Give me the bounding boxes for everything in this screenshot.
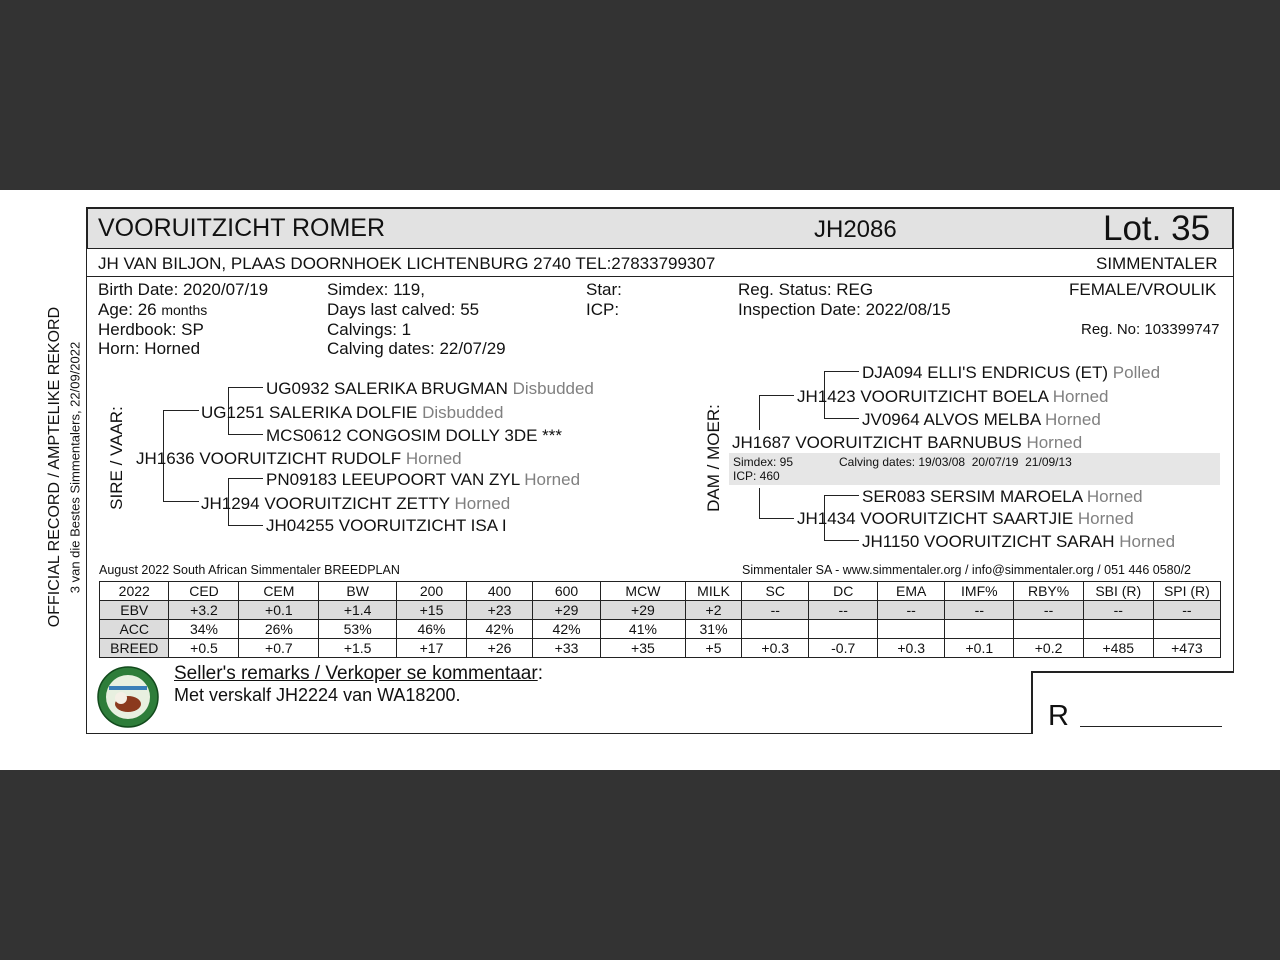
lot-number: Lot. 35 (1103, 209, 1211, 248)
pedigree-ddd (862, 532, 1175, 552)
ebv-cell: -- (878, 601, 945, 620)
breeder-info: JH VAN BILJON, PLAAS DOORNHOEK LICHTENBURG 2740 TEL:27833799307 (98, 254, 716, 273)
ebv-cell: 46% (397, 620, 467, 639)
pedigree-dss-horn: Polled (1112, 363, 1161, 382)
pedigree-dds-horn: Horned (1086, 487, 1143, 506)
pedigree-dam-name: JH1687 VOORUITZICHT BARNUBUS (732, 433, 1022, 452)
breedplan-note: August 2022 South African Simmentaler BREEDPLAN (99, 563, 400, 577)
ebv-table (99, 581, 1221, 658)
pedigree-dss (862, 363, 1160, 383)
official-record-label: OFFICIAL RECORD / AMPTELIKE REKORD (46, 306, 63, 628)
ebv-cell: -- (945, 601, 1014, 620)
dam-calving-dates: Calving dates: 19/03/08 20/07/19 21/09/13 (839, 455, 1072, 469)
ebv-column-header: CEM (239, 582, 319, 601)
reg-status: Reg. Status: REG (738, 280, 874, 299)
ebv-column-header: 2022 (100, 582, 169, 601)
ebv-cell: +17 (397, 639, 467, 658)
ebv-column-header: CED (169, 582, 239, 601)
pedigree-sd-horn: Horned (454, 494, 511, 513)
calving-dates: Calving dates: 22/07/29 (327, 339, 506, 358)
ebv-column-header: SBI (R) (1083, 582, 1153, 601)
ebv-column-header: SPI (R) (1153, 582, 1220, 601)
ebv-cell: 31% (685, 620, 741, 639)
pedigree-sdd (266, 516, 507, 536)
sire-label: SIRE / VAAR: (107, 406, 126, 510)
price-label: R (1048, 700, 1069, 732)
dam-simdex: Simdex: 95 (733, 455, 794, 469)
pedigree-ss-horn: Disbudded (422, 403, 504, 422)
ebv-cell: 42% (533, 620, 601, 639)
ebv-row-header: ACC (100, 620, 169, 639)
pedigree-line (163, 410, 199, 411)
ebv-cell: +0.3 (878, 639, 945, 658)
ebv-row (100, 620, 1221, 639)
pedigree-sss-name: UG0932 SALERIKA BRUGMAN (266, 379, 508, 398)
ebv-column-header: 400 (466, 582, 532, 601)
ebv-cell (1153, 620, 1220, 639)
pedigree-dds (862, 487, 1143, 507)
pedigree-ds (797, 387, 1108, 407)
pedigree-dd (797, 509, 1134, 529)
pedigree-line (824, 418, 859, 419)
pedigree-line (228, 525, 263, 526)
pedigree-sds-horn: Horned (524, 470, 581, 489)
animal-id: JH2086 (814, 216, 897, 243)
pedigree-ss (201, 403, 503, 423)
pedigree-line (228, 478, 263, 479)
pedigree-sd (201, 494, 510, 514)
ebv-cell: +33 (533, 639, 601, 658)
ebv-cell (1083, 620, 1153, 639)
pedigree-ds-name: JH1423 VOORUITZICHT BOELA (797, 387, 1048, 406)
pedigree-line (759, 488, 760, 519)
pedigree-ddd-name: JH1150 VOORUITZICHT SARAH (862, 532, 1115, 551)
card-border-right (1233, 207, 1234, 672)
ebv-column-header: EMA (878, 582, 945, 601)
pedigree-ssd-name: MCS0612 CONGOSIM DOLLY 3DE *** (266, 426, 563, 445)
ebv-cell: +2 (685, 601, 741, 620)
star: Star: (586, 280, 622, 299)
remarks-title (174, 663, 543, 685)
inspection-date: Inspection Date: 2022/08/15 (738, 300, 951, 319)
ebv-cell: +485 (1083, 639, 1153, 658)
pedigree-line (824, 495, 859, 496)
ebv-cell: +1.5 (319, 639, 397, 658)
pedigree-sire (136, 449, 462, 469)
ebv-cell: +0.3 (742, 639, 809, 658)
pedigree-sire-horn: Horned (405, 449, 462, 468)
ebv-cell: -- (809, 601, 878, 620)
ebv-cell: 34% (169, 620, 239, 639)
dam-icp: ICP: 460 (733, 469, 780, 483)
pedigree-line (228, 387, 263, 388)
ebv-cell: +473 (1153, 639, 1220, 658)
herdbook: Herdbook: SP (98, 320, 204, 339)
ebv-cell (878, 620, 945, 639)
pedigree-ddd-horn: Horned (1119, 532, 1176, 551)
ebv-cell: 41% (601, 620, 686, 639)
ebv-cell: +0.7 (239, 639, 319, 658)
ebv-cell: +0.5 (169, 639, 239, 658)
dam-label: DAM / MOER: (704, 404, 723, 512)
ebv-cell: 26% (239, 620, 319, 639)
pedigree-line (824, 371, 859, 372)
sale-label: 3 van die Bestes Simmentalers, 22/09/2022 (67, 341, 83, 594)
pedigree-sds-name: PN09183 LEEUPOORT VAN ZYL (266, 470, 520, 489)
sex: FEMALE/VROULIK (1069, 280, 1217, 299)
ebv-column-header: 200 (397, 582, 467, 601)
ebv-cell: +1.4 (319, 601, 397, 620)
animal-name: VOORUITZICHT ROMER (98, 214, 386, 242)
ebv-cell: +26 (466, 639, 532, 658)
ebv-cell: +3.2 (169, 601, 239, 620)
days-last-calved: Days last calved: 55 (327, 300, 480, 319)
ebv-row-header: BREED (100, 639, 169, 658)
pedigree-dam-horn: Horned (1026, 433, 1083, 452)
ebv-cell: +0.2 (1014, 639, 1083, 658)
ebv-header-row (100, 582, 1221, 601)
pedigree-dss-name: DJA094 ELLI'S ENDRICUS (ET) (862, 363, 1109, 382)
ebv-row (100, 601, 1221, 620)
ebv-column-header: RBY% (1014, 582, 1083, 601)
pedigree-ssd (266, 426, 562, 446)
price-line[interactable] (1080, 726, 1222, 727)
pedigree-line (163, 501, 199, 502)
pedigree-line (759, 395, 760, 430)
card-border-left (86, 207, 87, 734)
ebv-cell: -- (742, 601, 809, 620)
ebv-column-header: MILK (685, 582, 741, 601)
ebv-cell: -- (1014, 601, 1083, 620)
horn-status: Horn: Horned (98, 339, 201, 358)
society-contact: Simmentaler SA - www.simmentaler.org / info@simmentaler.org / 051 446 0580/2 (742, 563, 1192, 577)
pedigree-dsd-horn: Horned (1045, 410, 1101, 429)
ebv-column-header: BW (319, 582, 397, 601)
simmentaler-logo (97, 666, 159, 728)
pedigree-dsd-name: JV0964 ALVOS MELBA (862, 410, 1041, 429)
pedigree-sdd-name: JH04255 VOORUITZICHT ISA I (266, 516, 507, 535)
pedigree-sire-name: JH1636 VOORUITZICHT RUDOLF (136, 449, 402, 468)
reg-number: Reg. No: 103399747 (1081, 321, 1220, 338)
remarks-title-text: Seller's remarks / Verkoper se kommentaar (174, 663, 538, 684)
ebv-column-header: 600 (533, 582, 601, 601)
pedigree-dd-name: JH1434 VOORUITZICHT SAARTJIE (797, 509, 1074, 528)
ebv-cell: -0.7 (809, 639, 878, 658)
remarks-colon: : (537, 663, 543, 684)
ebv-cell: +35 (601, 639, 686, 658)
ebv-cell: +0.1 (945, 639, 1014, 658)
ebv-cell (809, 620, 878, 639)
pedigree-ds-horn: Horned (1052, 387, 1109, 406)
simdex: Simdex: 119, (327, 280, 425, 299)
ebv-cell: +23 (466, 601, 532, 620)
ebv-cell: 53% (319, 620, 397, 639)
pedigree-dds-name: SER083 SERSIM MAROELA (862, 487, 1083, 506)
age-unit: months (161, 302, 208, 318)
ebv-column-header: SC (742, 582, 809, 601)
ebv-column-header: DC (809, 582, 878, 601)
pedigree-dam (732, 433, 1082, 453)
ebv-cell: +29 (533, 601, 601, 620)
ebv-cell (945, 620, 1014, 639)
age-value: Age: 26 (98, 300, 157, 319)
pedigree-line (759, 518, 794, 519)
pedigree-line (759, 395, 794, 396)
ebv-column-header: IMF% (945, 582, 1014, 601)
pedigree-dsd (862, 410, 1101, 430)
ebv-cell: +15 (397, 601, 467, 620)
ebv-cell: +0.1 (239, 601, 319, 620)
pedigree-sss-horn: Disbudded (512, 379, 594, 398)
ebv-cell (1014, 620, 1083, 639)
pedigree-line (824, 540, 859, 541)
ebv-column-header: MCW (601, 582, 686, 601)
remarks-text: Met verskalf JH2224 van WA18200. (174, 685, 461, 705)
ebv-cell: +5 (685, 639, 741, 658)
pedigree-dd-horn: Horned (1077, 509, 1134, 528)
icp: ICP: (586, 300, 620, 319)
ebv-row-header: EBV (100, 601, 169, 620)
pedigree-ss-name: UG1251 SALERIKA DOLFIE (201, 403, 418, 422)
card-border-bottom (86, 733, 1032, 734)
ebv-cell: 42% (466, 620, 532, 639)
ebv-cell: -- (1153, 601, 1220, 620)
pedigree-sd-name: JH1294 VOORUITZICHT ZETTY (201, 494, 450, 513)
ebv-row (100, 639, 1221, 658)
pedigree-line (228, 434, 263, 435)
ebv-cell: +29 (601, 601, 686, 620)
breed: SIMMENTALER (1096, 254, 1218, 273)
ebv-cell: -- (1083, 601, 1153, 620)
birth-date: Birth Date: 2020/07/19 (98, 280, 269, 299)
age (98, 300, 207, 320)
pedigree-sds (266, 470, 580, 490)
pedigree-sss (266, 379, 594, 399)
calvings: Calvings: 1 (327, 320, 412, 339)
ebv-cell (742, 620, 809, 639)
